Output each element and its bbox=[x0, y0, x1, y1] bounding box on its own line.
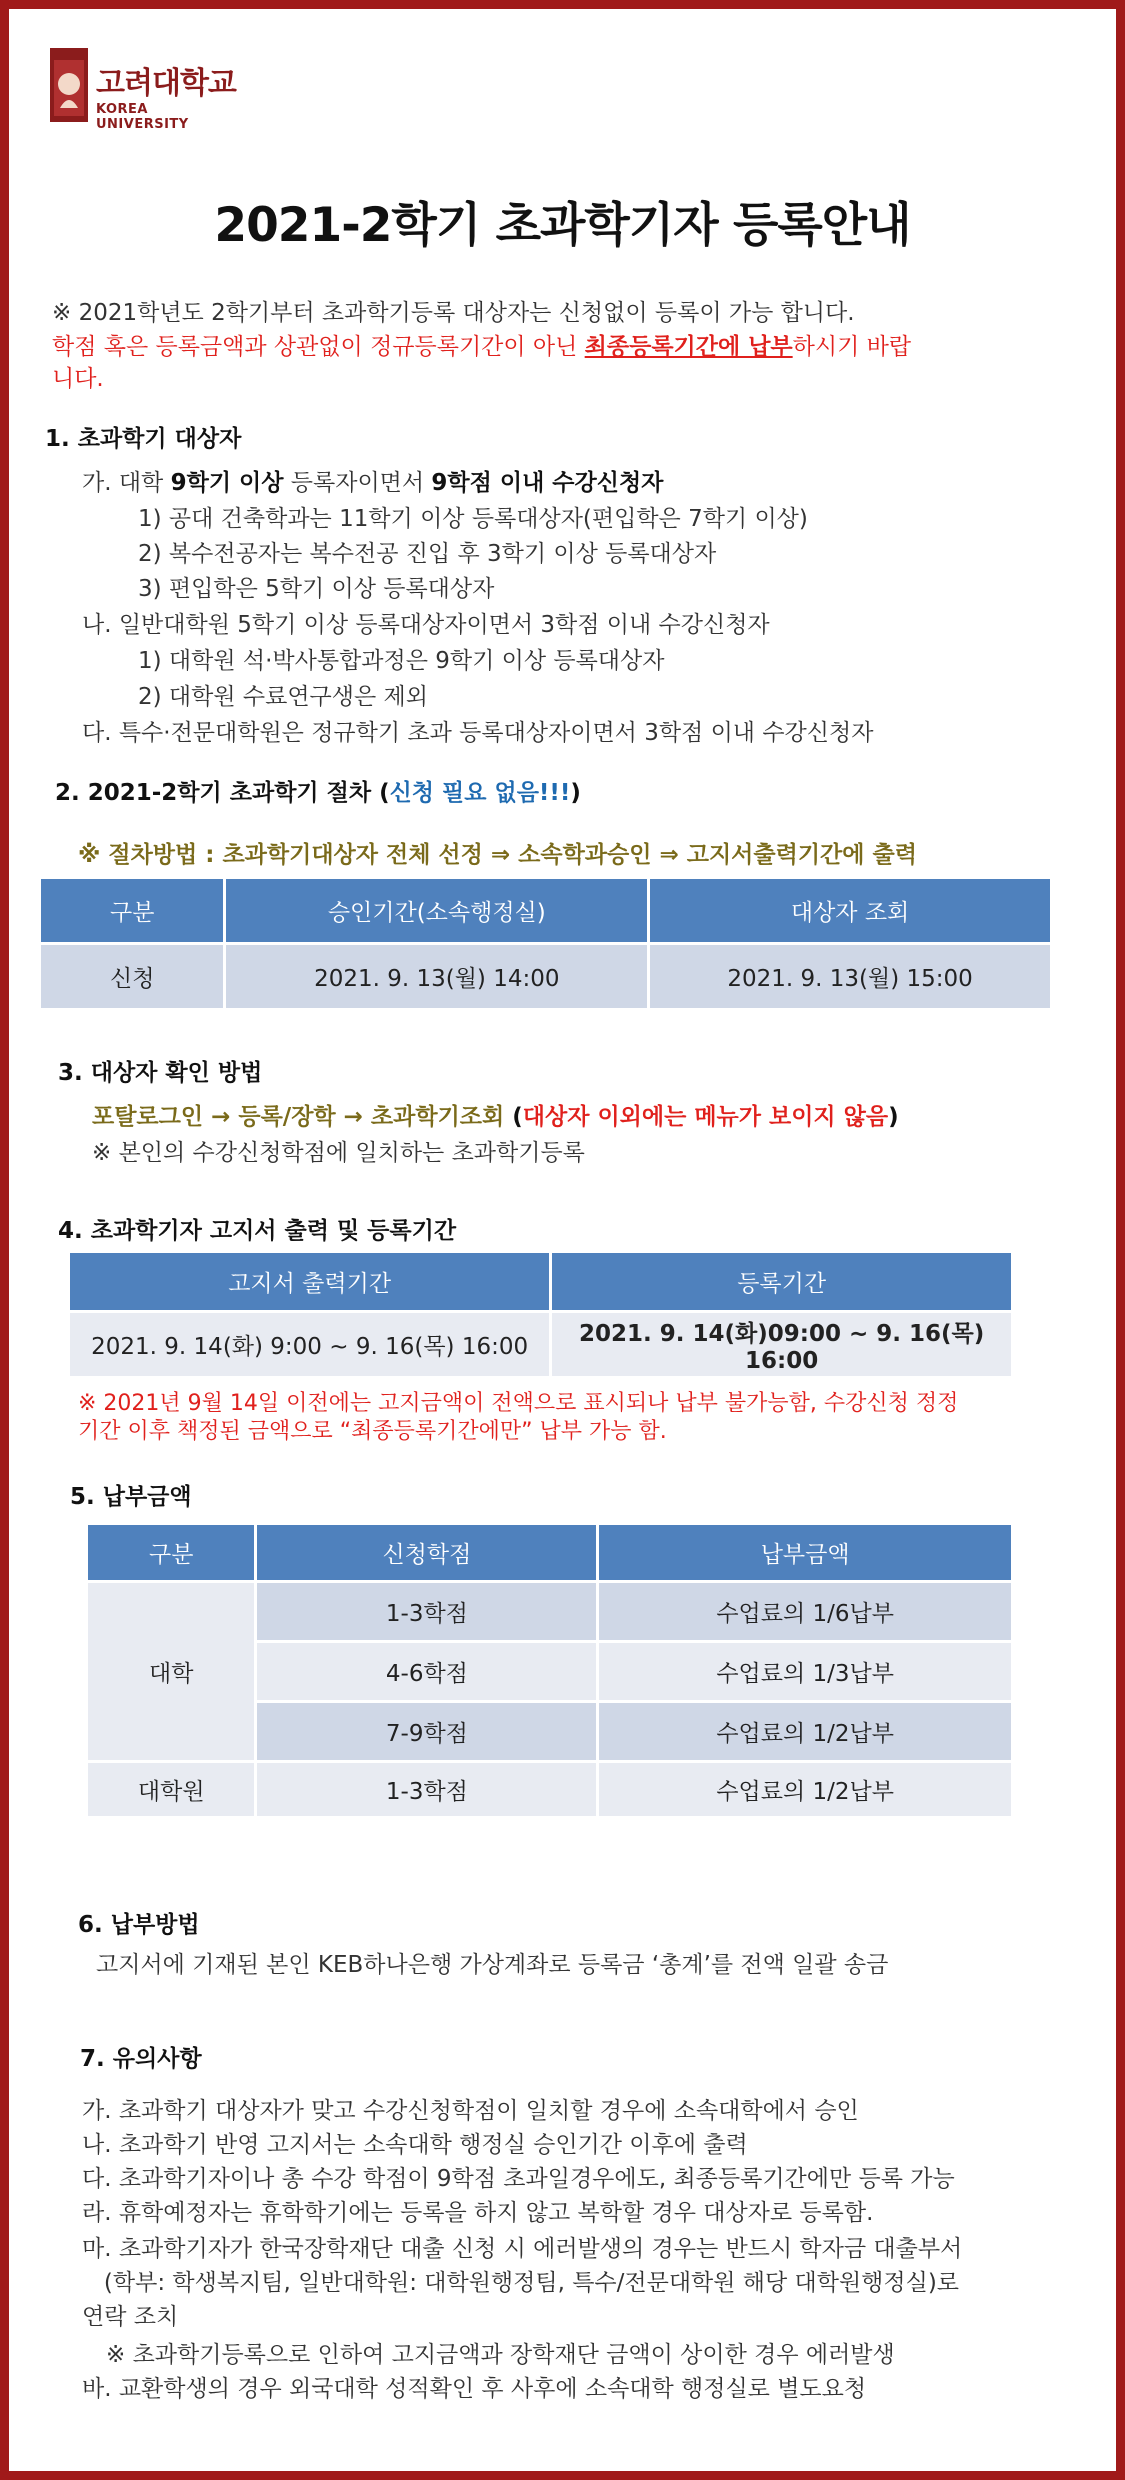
table-cell: 4-6학점 bbox=[256, 1642, 598, 1702]
section-1-sub: 2) 대학원 수료연구생은 제외 bbox=[138, 684, 428, 710]
approval-table bbox=[38, 876, 1053, 1011]
section-6-heading: 6. 납부방법 bbox=[78, 1912, 200, 1938]
section-1-sub: 1) 대학원 석·박사통합과정은 9학기 이상 등록대상자 bbox=[138, 648, 665, 674]
bold-text: 9학기 이상 bbox=[170, 470, 284, 496]
section-7-item: 라. 휴학예정자는 휴학학기에는 등록을 하지 않고 복학할 경우 대상자로 등록함. bbox=[82, 2200, 874, 2226]
section-4-heading: 4. 초과학기자 고지서 출력 및 등록기간 bbox=[58, 1218, 457, 1244]
portal-path: 포탈로그인 → 등록/장학 → 초과학기조회 bbox=[92, 1104, 513, 1130]
section-1-item-na: 나. 일반대학원 5학기 이상 등록대상자이면서 3학점 이내 수강신청자 bbox=[82, 612, 770, 638]
section-6-text: 고지서에 기재된 본인 KEB하나은행 가상계좌로 등록금 ‘총계’를 전액 일괄 송금 bbox=[96, 1952, 889, 1978]
text: 등록자이면서 bbox=[283, 470, 432, 496]
section-7-item-cont: 연락 조치 bbox=[82, 2304, 179, 2330]
section-7-item: 다. 초과학기자이나 총 수강 학점이 9학점 초과일경우에도, 최종등록기간에만 등록 가능 bbox=[82, 2166, 955, 2192]
section-3-heading: 3. 대상자 확인 방법 bbox=[58, 1060, 263, 1086]
table-cell: 2021. 9. 14(화) 9:00 ~ 9. 16(목) 16:00 bbox=[69, 1312, 551, 1378]
section-5-heading: 5. 납부금액 bbox=[70, 1484, 192, 1510]
section-2-method: ※ 절차방법 : 초과학기대상자 전체 선정 ⇒ 소속학과승인 ⇒ 고지서출력기간에 출력 bbox=[78, 842, 917, 868]
section-7-item-cont: (학부: 학생복지팀, 일반대학원: 대학원행정팀, 특수/전문대학원 해당 대학원행정실)로 bbox=[82, 2270, 960, 2296]
section-7-item: 바. 교환학생의 경우 외국대학 성적확인 후 사후에 소속대학 행정실로 별도요청 bbox=[82, 2376, 867, 2402]
table-group-cell: 대학원 bbox=[87, 1762, 256, 1818]
table-header: 대상자 조회 bbox=[649, 878, 1052, 944]
text: ) bbox=[888, 1104, 899, 1130]
text: ) bbox=[570, 780, 581, 806]
section-1-sub: 2) 복수전공자는 복수전공 진입 후 3학기 이상 등록대상자 bbox=[138, 541, 717, 567]
table-header: 등록기간 bbox=[551, 1252, 1013, 1312]
table-cell: 수업료의 1/2납부 bbox=[598, 1702, 1013, 1762]
table-cell: 2021. 9. 13(월) 15:00 bbox=[649, 944, 1052, 1010]
table-header: 납부금액 bbox=[598, 1524, 1013, 1582]
section-1-item-da: 다. 특수·전문대학원은 정규학기 초과 등록대상자이면서 3학점 이내 수강신청자 bbox=[82, 720, 874, 746]
table-group-cell: 대학 bbox=[87, 1582, 256, 1762]
table-cell: 7-9학점 bbox=[256, 1702, 598, 1762]
table-cell: 2021. 9. 13(월) 14:00 bbox=[225, 944, 649, 1010]
highlight-text: 신청 필요 없음!!! bbox=[389, 780, 571, 806]
billing-table bbox=[67, 1250, 1014, 1379]
tiger-seal-icon bbox=[50, 48, 88, 122]
text: 2. 2021-2학기 초과학기 절차 ( bbox=[55, 780, 390, 806]
page-title: 2021-2학기 초과학기자 등록안내 bbox=[214, 198, 911, 253]
section-1-heading: 1. 초과학기 대상자 bbox=[45, 426, 242, 452]
notice-emphasis: 최종등록기간에 납부 bbox=[584, 334, 793, 360]
table-cell: 신청 bbox=[40, 944, 225, 1010]
section-1-sub: 1) 공대 건축학과는 11학기 이상 등록대상자(편입학은 7학기 이상) bbox=[138, 506, 808, 532]
section-4-note: ※ 2021년 9월 14일 이전에는 고지금액이 전액으로 표시되나 납부 불가능함, 수강신청 정정 bbox=[78, 1391, 959, 1416]
text: 가. 대학 bbox=[82, 470, 171, 496]
notice-line: ※ 2021학년도 2학기부터 초과학기등록 대상자는 신청없이 등록이 가능 합니다. bbox=[52, 300, 855, 326]
warning-text: 대상자 이외에는 메뉴가 보이지 않음 bbox=[522, 1104, 889, 1130]
bold-text: 9학점 이내 수강신청자 bbox=[431, 470, 664, 496]
section-2-heading bbox=[55, 774, 581, 807]
section-7-item: 마. 초과학기자가 한국장학재단 대출 신청 시 에러발생의 경우는 반드시 학자금 대출부서 bbox=[82, 2236, 963, 2262]
section-1-item-ga bbox=[82, 464, 663, 497]
table-cell: 2021. 9. 14(화)09:00 ~ 9. 16(목) 16:00 bbox=[551, 1312, 1013, 1378]
notice-text: 하시기 바랍 bbox=[792, 334, 912, 360]
table-header: 구분 bbox=[40, 878, 225, 944]
section-3-path bbox=[92, 1098, 899, 1131]
table-cell: 1-3학점 bbox=[256, 1582, 598, 1642]
payment-table bbox=[85, 1522, 1014, 1819]
table-cell: 수업료의 1/6납부 bbox=[598, 1582, 1013, 1642]
table-header: 고지서 출력기간 bbox=[69, 1252, 551, 1312]
logo-english-name: KOREA UNIVERSITY bbox=[96, 102, 189, 132]
notice-red-line bbox=[52, 328, 911, 361]
section-4-note-cont: 기간 이후 책정된 금액으로 “최종등록기간에만” 납부 가능 함. bbox=[78, 1419, 667, 1444]
logo-korean-name: 고려대학교 bbox=[96, 66, 236, 101]
text: ( bbox=[512, 1104, 523, 1130]
section-7-heading: 7. 유의사항 bbox=[80, 2046, 202, 2072]
table-header: 승인기간(소속행정실) bbox=[225, 878, 649, 944]
notice-text: 학점 혹은 등록금액과 상관없이 정규등록기간이 아닌 bbox=[52, 334, 585, 360]
table-cell: 수업료의 1/3납부 bbox=[598, 1642, 1013, 1702]
notice-red-line-cont: 니다. bbox=[52, 366, 104, 392]
table-header: 신청학점 bbox=[256, 1524, 598, 1582]
section-7-item: 가. 초과학기 대상자가 맞고 수강신청학점이 일치할 경우에 소속대학에서 승인 bbox=[82, 2098, 859, 2124]
section-1-sub: 3) 편입학은 5학기 이상 등록대상자 bbox=[138, 576, 495, 602]
section-3-note: ※ 본인의 수강신청학점에 일치하는 초과학기등록 bbox=[92, 1140, 585, 1166]
section-7-note: ※ 초과학기등록으로 인하여 고지금액과 장학재단 금액이 상이한 경우 에러발생 bbox=[106, 2342, 895, 2368]
section-7-item: 나. 초과학기 반영 고지서는 소속대학 행정실 승인기간 이후에 출력 bbox=[82, 2132, 748, 2158]
table-cell: 수업료의 1/2납부 bbox=[598, 1762, 1013, 1818]
table-cell: 1-3학점 bbox=[256, 1762, 598, 1818]
table-header: 구분 bbox=[87, 1524, 256, 1582]
university-logo bbox=[50, 48, 240, 132]
